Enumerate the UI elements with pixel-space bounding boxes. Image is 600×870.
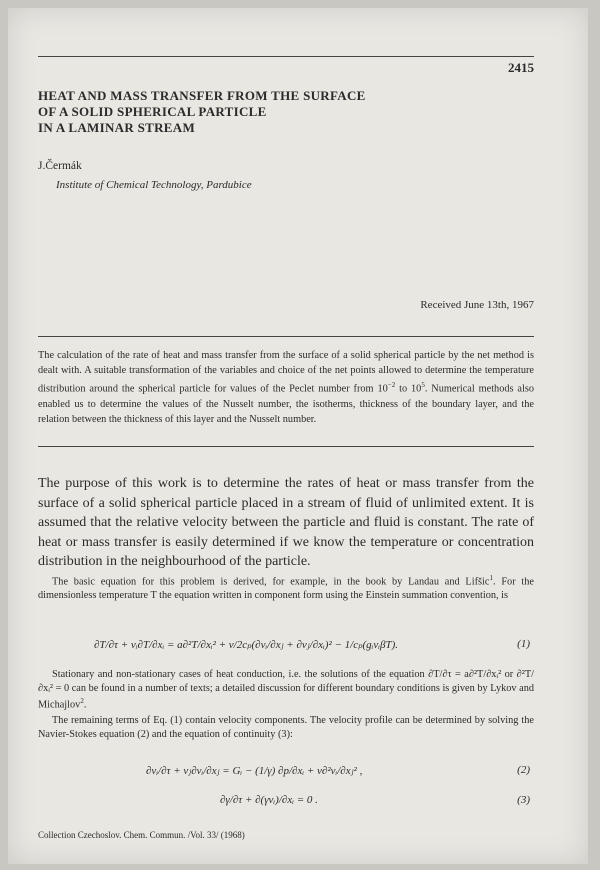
title-line: OF A SOLID SPHERICAL PARTICLE [38, 104, 267, 119]
journal-footer: Collection Czechoslov. Chem. Commun. /Vol. 33/ (1968) [38, 830, 245, 840]
reference-mark: 1 [489, 574, 493, 582]
header-rule [38, 56, 534, 57]
equation-2: ∂vᵢ/∂τ + vⱼ∂vᵢ/∂xⱼ = Gᵢ − (1/γ) ∂p/∂xᵢ + ν∂²vᵢ/∂xⱼ² , [146, 765, 363, 777]
abstract-top-rule [38, 336, 534, 337]
paragraph-text: The remaining terms of Eq. (1) contain velocity components. The velocity profile can be determined by solving the Navier-Stokes equation (2) and the equation of continuity (3): [38, 715, 534, 740]
abstract-bottom-rule [38, 446, 534, 447]
journal-page [8, 8, 588, 864]
page-number: 2415 [508, 60, 534, 75]
equation-3-number: (3) [517, 794, 530, 806]
equation-3: ∂γ/∂τ + ∂(γvᵢ)/∂xᵢ = 0 . [220, 794, 318, 806]
abstract-exponent: 5 [421, 381, 425, 390]
paragraph-text: . For the dimensionless temperature T the equation written in component form using the Einstein summation convention, is [38, 576, 534, 601]
author: J.Čermák [38, 160, 82, 172]
abstract-text: The calculation of the rate of heat and mass transfer from the surface of a solid spherical particle by the net method is dealt with. A suitable transformation of the variables and choice of the net points allowed to determine the temperature distribution around the spherical particle for values of the Peclet number from 10 [38, 350, 534, 395]
paragraph-text: Stationary and non-stationary cases of heat conduction, i.e. the solutions of the equation ∂T/∂τ = a∂²T/∂xᵢ² or ∂²T/∂xᵢ² = 0 can be found in a number of texts; a detailed discussion for different boundary conditions is given by Lykov and Michajlov [38, 669, 534, 711]
intro-paragraph: The purpose of this work is to determine the rates of heat or mass transfer from the surface of a solid spherical particle placed in a stream of fluid of unlimited extent. It is assumed that the relative velocity between the particle and fluid is constant. The rate of heat or mass transfer is easily determined if we know the temperature or concentration distribution in the neighbourhood of the particle. [38, 476, 534, 569]
received-date: Received June 13th, 1967 [420, 299, 534, 311]
body-paragraph [38, 668, 534, 712]
body-paragraph [38, 572, 534, 602]
body-paragraph [38, 714, 534, 741]
equation-1-number: (1) [517, 638, 530, 650]
abstract [38, 348, 534, 427]
abstract-text: to 10 [395, 383, 422, 395]
abstract-exponent: −2 [387, 381, 396, 390]
paragraph-text: . [83, 699, 87, 711]
equation-1: ∂T/∂τ + vᵢ∂T/∂xᵢ = a∂²T/∂xᵢ² + ν/2cₚ(∂vᵢ/∂xⱼ + ∂vⱼ/∂xᵢ)² − 1/cₚ(gᵢvᵢβT). [94, 639, 399, 651]
abstract-text: . Numerical methods also enabled us to determine the values of the Nusselt number, the isotherms, thickness of the boundary layer, and the relation between the thickness of this layer and the Nusselt number. [38, 383, 534, 426]
reference-mark: 2 [80, 697, 84, 705]
paragraph-text: The basic equation for this problem is derived, for example, in the book by Landau and Lifšic [52, 576, 490, 588]
affiliation: Institute of Chemical Technology, Pardubice [56, 179, 252, 191]
title-line: IN A LAMINAR STREAM [38, 120, 196, 135]
title-line: HEAT AND MASS TRANSFER FROM THE SURFACE [38, 88, 366, 103]
equation-2-number: (2) [517, 764, 530, 776]
article-title [38, 88, 366, 136]
